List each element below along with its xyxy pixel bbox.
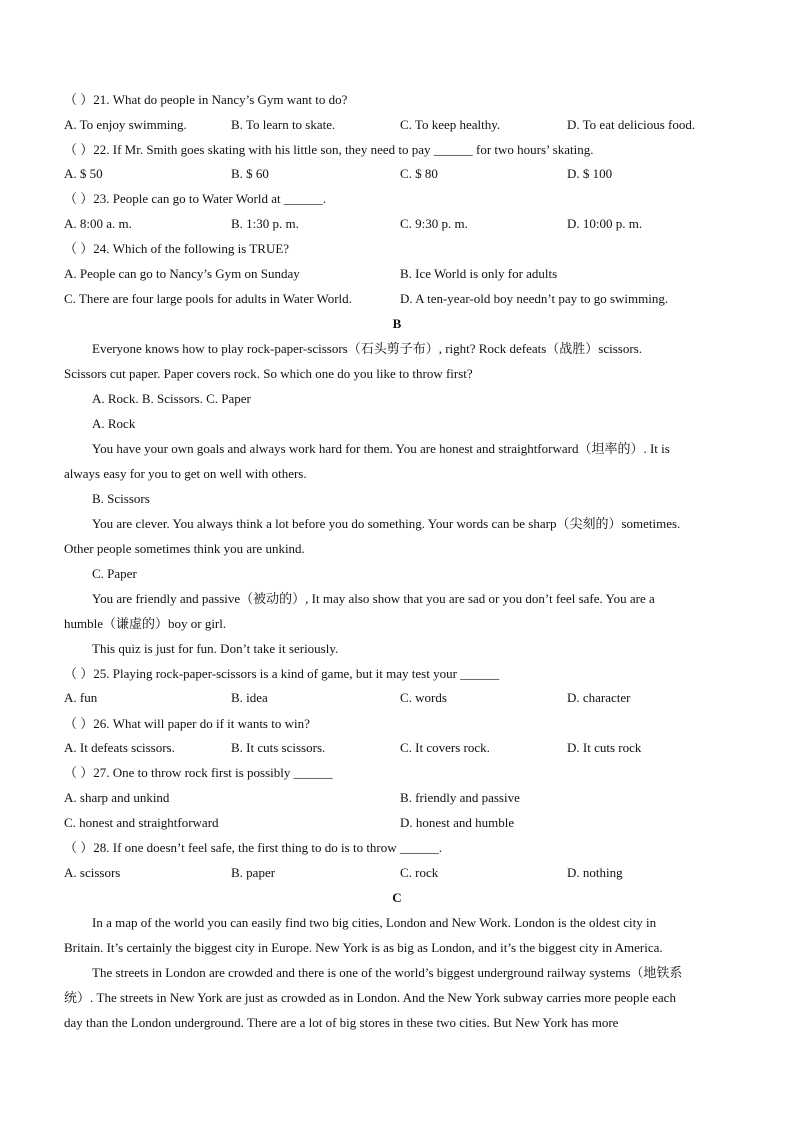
option-a: A. sharp and unkind xyxy=(64,790,170,805)
question-26-stem: （ ）26. What will paper do if it wants to win? xyxy=(64,716,310,731)
option-a: A. scissors xyxy=(64,865,121,880)
question-24-options-row2 xyxy=(64,291,744,307)
passage-b-line: You are friendly and passive（被动的）, It may also show that you are sad or you don’t feel safe. You are a xyxy=(92,591,655,606)
option-b: B. idea xyxy=(231,690,268,705)
passage-b-line: Scissors cut paper. Paper covers rock. So which one do you like to throw first? xyxy=(64,366,473,381)
option-a: A. It defeats scissors. xyxy=(64,740,175,755)
option-a: A. fun xyxy=(64,690,98,705)
option-c: C. 9:30 p. m. xyxy=(400,216,468,231)
passage-b-line: always easy for you to get on well with others. xyxy=(64,466,307,481)
passage-c-line: Britain. It’s certainly the biggest city in Europe. New York is as big as London, and it’s the biggest city in America. xyxy=(64,940,663,955)
passage-c-line: In a map of the world you can easily find two big cities, London and New Work. London is the oldest city in xyxy=(92,915,657,930)
question-27-options-row1 xyxy=(64,790,744,806)
passage-b-line: Everyone knows how to play rock-paper-scissors（石头剪子布）, right? Rock defeats（战胜）scissors. xyxy=(92,341,642,356)
option-d: D. honest and humble xyxy=(400,815,515,830)
question-28-options xyxy=(64,865,744,881)
passage-b-heading-paper: C. Paper xyxy=(92,566,137,581)
option-b: B. Ice World is only for adults xyxy=(400,266,558,281)
option-c: C. To keep healthy. xyxy=(400,117,501,132)
option-d: D. To eat delicious food. xyxy=(567,117,696,132)
question-23-options xyxy=(64,216,744,232)
question-26-options xyxy=(64,740,744,756)
option-c: C. There are four large pools for adults in Water World. xyxy=(64,291,352,306)
passage-b-choices: A. Rock. B. Scissors. C. Paper xyxy=(92,391,251,406)
option-c: C. $ 80 xyxy=(400,166,438,181)
option-a: A. 8:00 a. m. xyxy=(64,216,132,231)
section-c-heading: C xyxy=(392,890,402,905)
passage-b-heading-rock: A. Rock xyxy=(92,416,136,431)
option-d: D. $ 100 xyxy=(567,166,613,181)
passage-c-line: 统）. The streets in New York are just as crowded as in London. And the New York subway carries more people each xyxy=(64,990,676,1005)
passage-c-line: The streets in London are crowded and there is one of the world’s biggest underground railway systems（地铁系 xyxy=(92,965,683,980)
option-b: B. friendly and passive xyxy=(400,790,520,805)
option-a: A. $ 50 xyxy=(64,166,103,181)
question-21-options xyxy=(64,117,744,133)
passage-b-line: You are clever. You always think a lot before you do something. Your words can be sharp（尖刻的）sometimes. xyxy=(92,516,681,531)
question-22-options xyxy=(64,166,744,182)
question-27-stem: （ ）27. One to throw rock first is possibly ______ xyxy=(64,765,333,780)
option-c: C. honest and straightforward xyxy=(64,815,219,830)
passage-b-heading-scissors: B. Scissors xyxy=(92,491,150,506)
question-25-stem: （ ）25. Playing rock-paper-scissors is a kind of game, but it may test your ______ xyxy=(64,666,500,681)
option-b: B. It cuts scissors. xyxy=(231,740,326,755)
question-21-stem: （ ）21. What do people in Nancy’s Gym want to do? xyxy=(64,92,348,107)
option-d: D. 10:00 p. m. xyxy=(567,216,643,231)
option-d: D. A ten-year-old boy needn’t pay to go swimming. xyxy=(400,291,669,306)
passage-b-line: You have your own goals and always work hard for them. You are honest and straightforward（坦率的）. It is xyxy=(92,441,670,456)
option-b: B. paper xyxy=(231,865,276,880)
passage-b-line: This quiz is just for fun. Don’t take it seriously. xyxy=(92,641,339,656)
option-a: A. People can go to Nancy’s Gym on Sunday xyxy=(64,266,300,281)
option-b: B. 1:30 p. m. xyxy=(231,216,299,231)
option-c: C. rock xyxy=(400,865,439,880)
option-b: B. To learn to skate. xyxy=(231,117,336,132)
option-d: D. character xyxy=(567,690,631,705)
option-c: C. words xyxy=(400,690,447,705)
option-a: A. To enjoy swimming. xyxy=(64,117,187,132)
question-24-options-row1 xyxy=(64,266,744,282)
question-22-stem: （ ）22. If Mr. Smith goes skating with his little son, they need to pay ______ for two hours’ skating. xyxy=(64,142,594,157)
question-27-options-row2 xyxy=(64,815,744,831)
option-c: C. It covers rock. xyxy=(400,740,490,755)
question-25-options xyxy=(64,690,744,706)
option-b: B. $ 60 xyxy=(231,166,269,181)
passage-b-line: humble（谦虚的）boy or girl. xyxy=(64,616,227,631)
passage-b-line: Other people sometimes think you are unkind. xyxy=(64,541,305,556)
section-b-heading: B xyxy=(392,316,402,331)
option-d: D. It cuts rock xyxy=(567,740,642,755)
option-d: D. nothing xyxy=(567,865,623,880)
question-28-stem: （ ）28. If one doesn’t feel safe, the first thing to do is to throw ______. xyxy=(64,840,443,855)
passage-c-line: day than the London underground. There are a lot of big stores in these two cities. But New York has more xyxy=(64,1015,619,1030)
question-24-stem: （ ）24. Which of the following is TRUE? xyxy=(64,241,290,256)
question-23-stem: （ ）23. People can go to Water World at ______. xyxy=(64,191,327,206)
